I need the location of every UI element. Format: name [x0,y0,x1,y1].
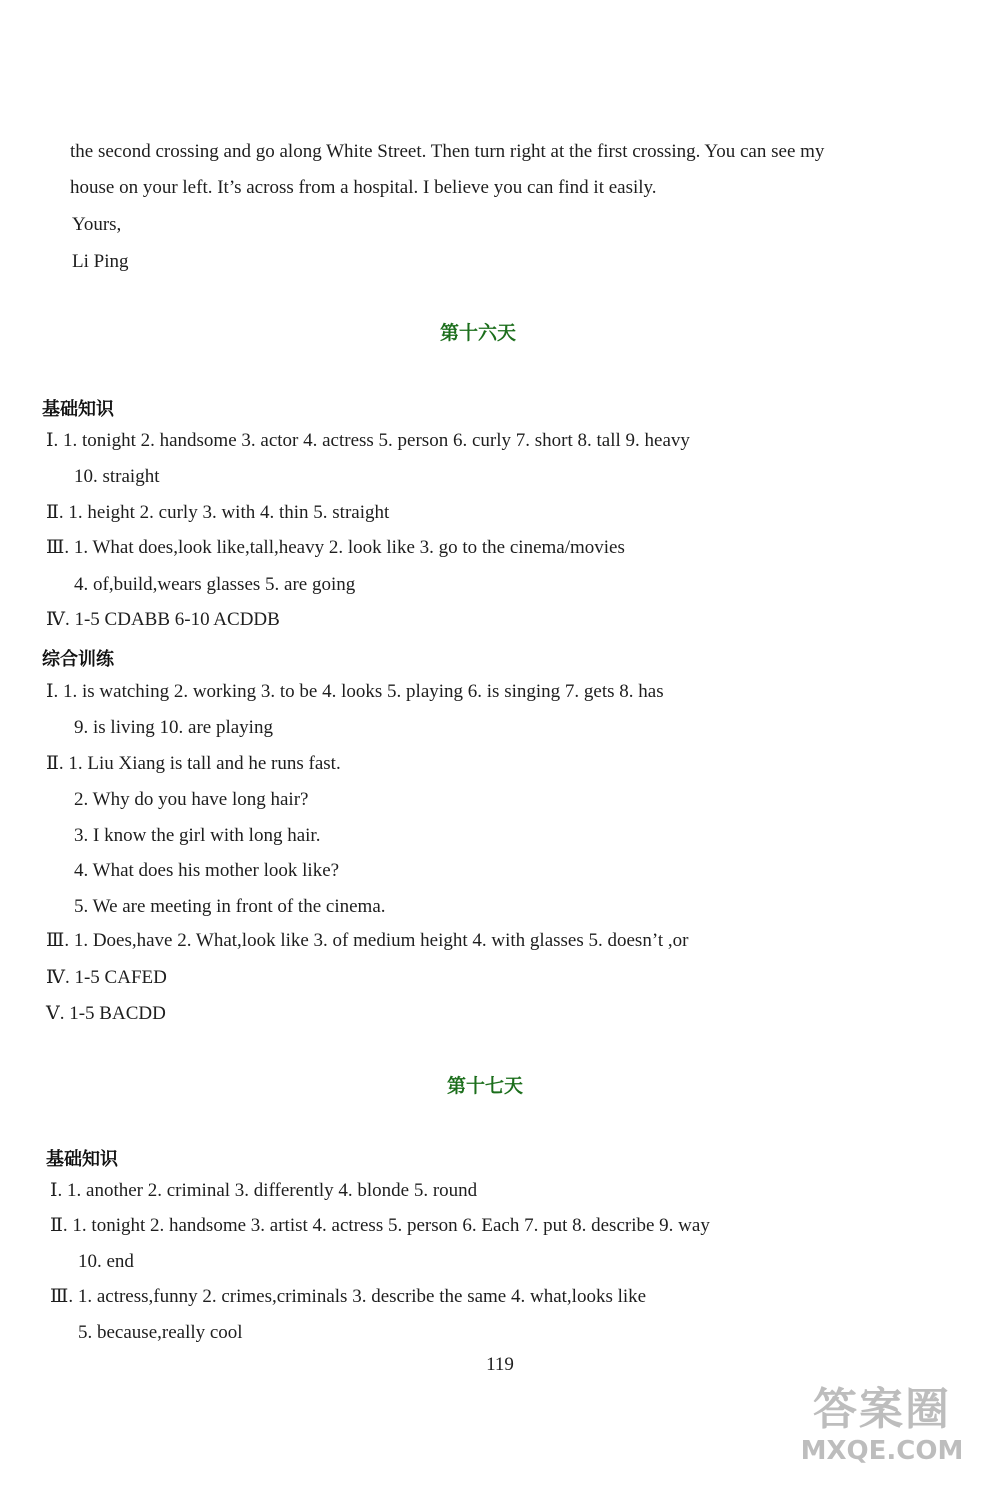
day16-comp-line: Ⅳ. 1-5 CAFED [46,967,167,988]
day16-comp-line: Ⅲ. 1. Does,have 2. What,look like 3. of medium height 4. with glasses 5. doesn’t ,or [46,930,689,951]
day17-basic-line: Ⅲ. 1. actress,funny 2. crimes,criminals 3. describe the same 4. what,looks like [50,1286,647,1307]
day16-basic-line: Ⅳ. 1-5 CDABB 6-10 ACDDB [46,609,280,630]
day17-basic-line: Ⅰ. 1. another 2. criminal 3. differently 4. blonde 5. round [50,1180,478,1201]
watermark-sub: MXQE.COM [800,1436,964,1466]
day16-comp-line: 4. What does his mother look like? [74,860,340,881]
day16-comp-line: 5. We are meeting in front of the cinema. [74,896,386,917]
day16-comp-line: 3. I know the girl with long hair. [74,825,321,846]
letter-line-2: house on your left. It’s across from a hospital. I believe you can find it easily. [70,177,657,198]
day17-basic-line: 10. end [78,1251,134,1272]
watermark-main: 答案圈 [813,1384,951,1435]
day16-basic-line: 10. straight [74,466,160,487]
page-number: 119 [486,1354,514,1375]
day16-basic-line: Ⅰ. 1. tonight 2. handsome 3. actor 4. actress 5. person 6. curly 7. short 8. tall 9. heavy [46,430,690,451]
day16-basic-line: 4. of,build,wears glasses 5. are going [74,574,356,595]
letter-closing: Yours, [72,214,122,235]
day16-title: 第十六天 [440,322,517,344]
day16-comp-title: 综合训练 [42,649,114,670]
day17-title: 第十七天 [447,1075,524,1097]
day16-comp-line: 2. Why do you have long hair? [74,789,309,810]
day16-comp-line: Ⅱ. 1. Liu Xiang is tall and he runs fast. [46,753,341,774]
letter-signature: Li Ping [72,251,129,272]
day16-basic-title: 基础知识 [42,399,114,420]
day16-comp-line: Ⅴ. 1-5 BACDD [46,1003,166,1024]
day17-basic-line: 5. because,really cool [78,1322,243,1343]
day16-basic-line: Ⅱ. 1. height 2. curly 3. with 4. thin 5. straight [46,502,390,523]
day16-comp-line: Ⅰ. 1. is watching 2. working 3. to be 4. looks 5. playing 6. is singing 7. gets 8. has [46,681,664,702]
watermark-logo [782,1384,982,1479]
letter-line-1: the second crossing and go along White Street. Then turn right at the first crossing. You can see my [70,141,825,162]
day16-basic-line: Ⅲ. 1. What does,look like,tall,heavy 2. look like 3. go to the cinema/movies [46,537,625,558]
day17-basic-title: 基础知识 [46,1149,118,1170]
day17-basic-line: Ⅱ. 1. tonight 2. handsome 3. artist 4. actress 5. person 6. Each 7. put 8. describe 9. way [50,1215,710,1236]
day16-comp-line: 9. is living 10. are playing [74,717,273,738]
